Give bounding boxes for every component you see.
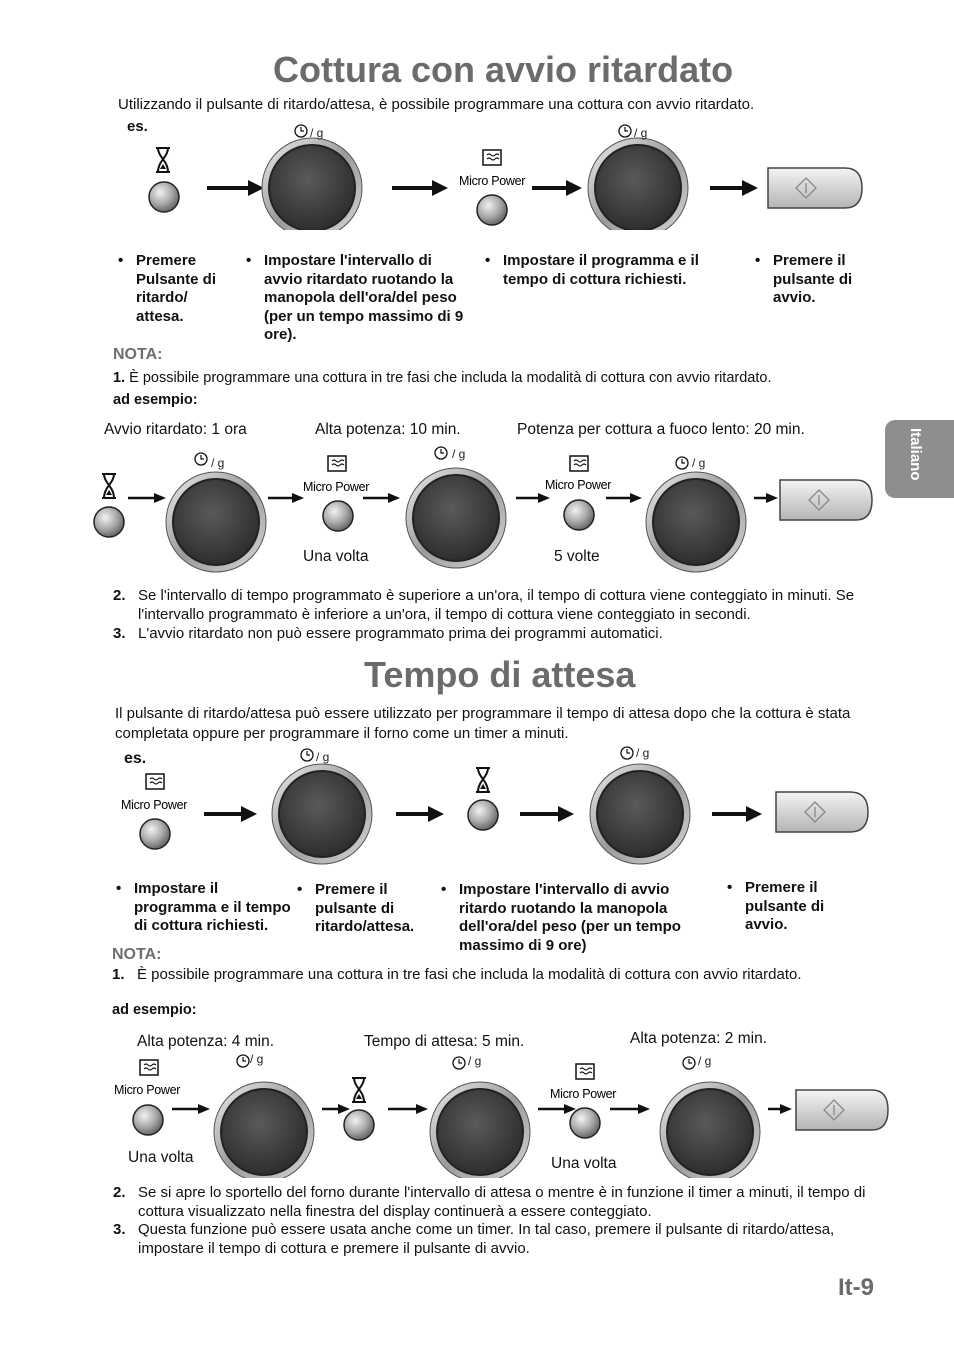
clock-weight-icon <box>676 457 688 469</box>
arrow-icon <box>172 1104 210 1114</box>
arrow-icon <box>363 493 400 503</box>
note-heading: NOTA: <box>112 946 162 963</box>
step-bullet: • Impostare l'intervallo di avvio ritardo ruotando la manopola dell'ora/del peso (per un tempo massimo di 9 ore) <box>441 881 681 954</box>
clock-weight-icon <box>301 749 313 761</box>
clock-weight-icon <box>295 125 307 137</box>
arrow-icon <box>204 806 257 822</box>
micro-power-button <box>570 1108 600 1138</box>
arrow-icon <box>538 1104 576 1114</box>
diagram-example-2 <box>100 1048 895 1178</box>
arrow-icon <box>606 493 642 503</box>
intro-text: Il pulsante di ritardo/attesa può essere utilizzato per programmare il tempo di attesa dopo che la cottura è stata completata oppure per programmare il forno come un timer a minuti. <box>115 705 851 742</box>
intro-text: Utilizzando il pulsante di ritardo/attesa, è possibile programmare una cottura con avvio ritardato. <box>118 96 755 113</box>
arrow-icon <box>396 806 444 822</box>
micro-power-button <box>140 819 170 849</box>
clock-weight-label: / g <box>316 750 330 764</box>
example-label: es. <box>124 750 147 767</box>
hourglass-icon <box>102 474 116 498</box>
micro-power-button <box>323 501 353 531</box>
clock-weight-icon <box>621 747 633 759</box>
hourglass-icon <box>156 148 170 172</box>
example-step-label: Potenza per cottura a fuoco lento: 20 min. <box>517 421 805 438</box>
example-step-label: Avvio ritardato: 1 ora <box>104 421 247 438</box>
clock-weight-label: / g <box>211 456 225 470</box>
note-1: 1. È possibile programmare una cottura in tre fasi che includa la modalità di cottura con avvio ritardato. <box>113 370 772 386</box>
clock-weight-label: / g <box>452 447 466 461</box>
clock-weight-label: / g <box>468 1054 482 1068</box>
repeat-count-label: Una volta <box>128 1149 194 1166</box>
micro-power-button <box>477 195 507 225</box>
arrow-icon <box>388 1104 428 1114</box>
arrow-icon <box>128 493 166 503</box>
micro-power-button <box>564 500 594 530</box>
arrow-icon <box>392 180 448 196</box>
example-step-label: Alta potenza: 2 min. <box>630 1030 767 1047</box>
clock-weight-label: / g <box>692 456 706 470</box>
clock-weight-label: / g <box>698 1054 712 1068</box>
microwave-icon <box>570 456 588 471</box>
step-bullet: • Impostare il programma e il tempo di cottura richiesti. <box>116 880 291 934</box>
clock-weight-label: / g <box>250 1052 264 1066</box>
example-label: es. <box>127 118 148 135</box>
clock-weight-icon <box>435 447 447 459</box>
note-heading: NOTA: <box>113 346 163 363</box>
repeat-count-label: Una volta <box>303 548 369 565</box>
arrow-icon <box>516 493 550 503</box>
for-example-label: ad esempio: <box>113 392 198 408</box>
example-step-label: Alta potenza: 4 min. <box>137 1033 274 1050</box>
step-bullet: • Impostare il programma e il tempo di cottura richiesti. <box>485 252 699 288</box>
micro-power-button <box>133 1105 163 1135</box>
page-number: It-9 <box>838 1274 874 1301</box>
micro-power-label: Micro Power <box>121 798 188 812</box>
microwave-icon <box>328 456 346 471</box>
arrow-icon <box>610 1104 650 1114</box>
example-step-label: Alta potenza: 10 min. <box>315 421 461 438</box>
clock-weight-icon <box>683 1057 695 1069</box>
clock-weight-icon <box>237 1055 249 1067</box>
delay-standby-button <box>468 800 498 830</box>
clock-weight-icon <box>453 1057 465 1069</box>
microwave-icon <box>146 774 164 789</box>
start-button <box>768 168 862 208</box>
step-bullet: • Premere Pulsante di ritardo/ attesa. <box>118 252 217 325</box>
start-button <box>780 480 872 520</box>
language-tab <box>885 420 954 498</box>
arrow-icon <box>712 806 762 822</box>
arrow-icon <box>710 180 758 196</box>
note-2: 2. Se l'intervallo di tempo programmato è superiore a un'ora, il tempo di cottura viene conteggiato in minuti. Se l'intervallo programmato è inferiore a un'ora, il tempo di cottura viene conteggiato in secondi. <box>113 587 855 623</box>
arrow-icon <box>768 1104 792 1114</box>
repeat-count-label: 5 volte <box>554 548 600 565</box>
start-button <box>796 1090 888 1130</box>
step-bullet: • Premere il pulsante di avvio. <box>727 879 825 933</box>
arrow-icon <box>207 180 264 196</box>
section-title-standing-time: Tempo di attesa <box>364 654 636 695</box>
clock-weight-icon <box>195 453 207 465</box>
micro-power-label: Micro Power <box>303 480 370 494</box>
micro-power-label: Micro Power <box>459 174 526 188</box>
delay-standby-button <box>344 1110 374 1140</box>
diagram-example-1 <box>88 442 888 582</box>
micro-power-label: Micro Power <box>550 1087 617 1101</box>
arrow-icon <box>268 493 304 503</box>
arrow-icon <box>520 806 574 822</box>
repeat-count-label: Una volta <box>551 1155 617 1172</box>
micro-power-label: Micro Power <box>114 1083 181 1097</box>
note-2: 2. Se si apre lo sportello del forno durante l'intervallo di attesa o mentre è in funzione il timer a minuti, il tempo di cottura visualizzato nella finestra del display continuerà a essere conteggiato. <box>113 1184 866 1220</box>
clock-weight-icon <box>619 125 631 137</box>
arrow-icon <box>532 180 582 196</box>
section-title-delayed-start: Cottura con avvio ritardato <box>273 49 734 90</box>
note-3: 3. Questa funzione può essere usata anche come un timer. In tal caso, premere il pulsante di ritardo/attesa, impostare il tempo di cottura e premere il pulsante di avvio. <box>113 1221 835 1257</box>
clock-weight-label: / g <box>636 746 650 760</box>
clock-weight-label: / g <box>310 126 324 140</box>
example-step-label: Tempo di attesa: 5 min. <box>364 1033 525 1050</box>
step-bullet: • Impostare l'intervallo di avvio ritardato ruotando la manopola dell'ora/del peso (per un tempo massimo di 9 ore). <box>246 252 464 343</box>
language-tab-label: Italiano <box>907 428 924 481</box>
hourglass-icon <box>476 768 490 792</box>
microwave-icon <box>483 150 501 165</box>
step-bullet: • Premere il pulsante di avvio. <box>755 252 853 306</box>
arrow-icon <box>322 1104 350 1114</box>
note-3: 3. L'avvio ritardato non può essere programmato prima dei programmi automatici. <box>113 625 663 642</box>
note-1: 1. È possibile programmare una cottura in tre fasi che includa la modalità di cottura con avvio ritardato. <box>112 966 802 983</box>
diagram-delayed-start <box>140 120 870 230</box>
delay-standby-button <box>94 507 124 537</box>
microwave-icon <box>140 1060 158 1075</box>
for-example-label: ad esempio: <box>112 1002 197 1018</box>
step-bullet: • Premere il pulsante di ritardo/attesa. <box>297 881 415 935</box>
start-button <box>776 792 868 832</box>
micro-power-label: Micro Power <box>545 478 612 492</box>
clock-weight-label: / g <box>634 126 648 140</box>
microwave-icon <box>576 1064 594 1079</box>
hourglass-icon <box>352 1078 366 1102</box>
arrow-icon <box>754 493 778 503</box>
delay-standby-button <box>149 182 179 212</box>
diagram-standing-time <box>110 740 880 875</box>
